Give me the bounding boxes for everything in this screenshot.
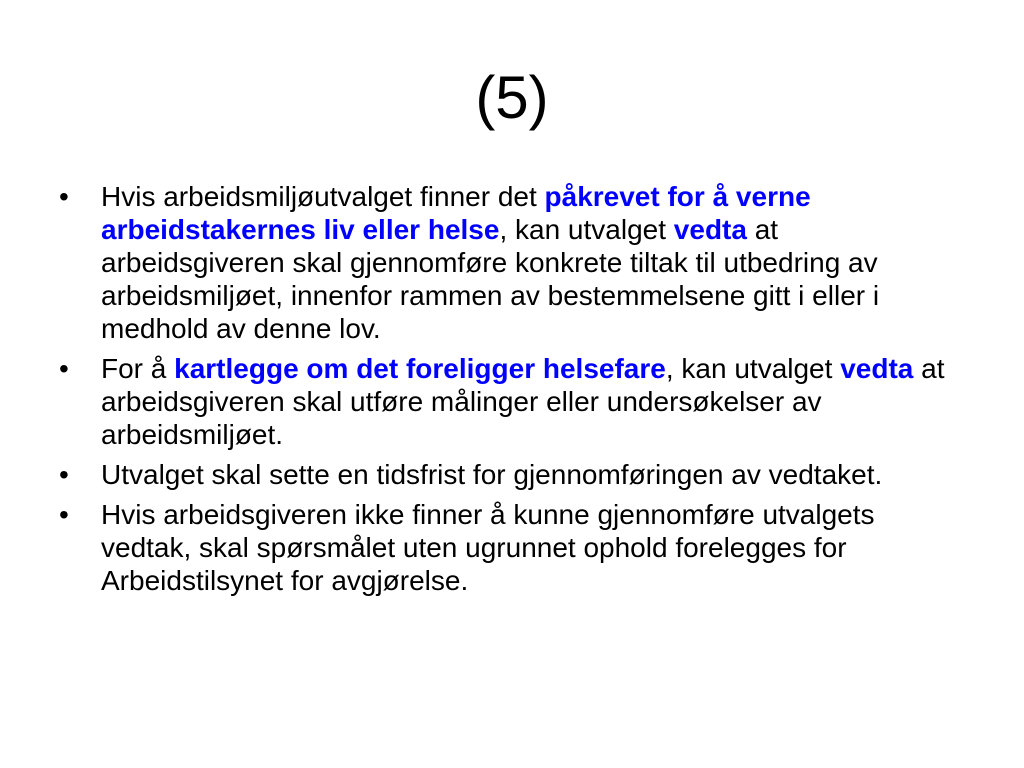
text-segment: , kan utvalget bbox=[499, 214, 674, 245]
bullet-icon: • bbox=[59, 353, 69, 384]
highlighted-text: vedta bbox=[673, 214, 747, 245]
text-segment: Hvis arbeidsgiveren ikke finner å kunne gjennomføre utvalgets vedtak, skal spørsmålet uten ugrunnet ophold forelegges for Arbeidstilsynet for avgjørelse. bbox=[101, 499, 875, 596]
bullet-icon: • bbox=[59, 499, 69, 530]
text-segment: at arbeidsgiveren skal gjennomføre konkrete tiltak til utbedring av arbeidsmiljøet, innenfor rammen av bestemmelsene gitt i eller i medhold av denne lov. bbox=[101, 214, 880, 344]
bullet-list bbox=[56, 180, 961, 604]
bullet-item bbox=[56, 498, 961, 597]
slide-title: (5) bbox=[475, 64, 549, 131]
highlighted-text: påkrevet for å verne arbeidstakernes liv eller helse bbox=[101, 181, 811, 245]
bullet-text bbox=[101, 353, 945, 450]
text-segment: at arbeidsgiveren skal utføre målinger eller undersøkelser av arbeidsmiljøet. bbox=[101, 353, 945, 450]
highlighted-text: vedta bbox=[840, 353, 914, 384]
text-segment: Hvis arbeidsmiljøutvalget finner det bbox=[101, 181, 545, 212]
highlighted-text: kartlegge om det foreligger helsefare bbox=[174, 353, 666, 384]
bullet-icon: • bbox=[59, 181, 69, 212]
bullet-text bbox=[101, 459, 882, 490]
text-segment: , kan utvalget bbox=[665, 353, 841, 384]
bullet-item bbox=[56, 352, 961, 451]
bullet-text bbox=[101, 499, 875, 596]
text-segment: Utvalget skal sette en tidsfrist for gjennomføringen av vedtaket. bbox=[101, 459, 883, 490]
bullet-icon: • bbox=[59, 459, 69, 490]
text-segment: For å bbox=[101, 353, 175, 384]
bullet-item bbox=[56, 458, 961, 491]
bullet-item bbox=[56, 180, 961, 345]
bullet-text bbox=[101, 181, 879, 344]
